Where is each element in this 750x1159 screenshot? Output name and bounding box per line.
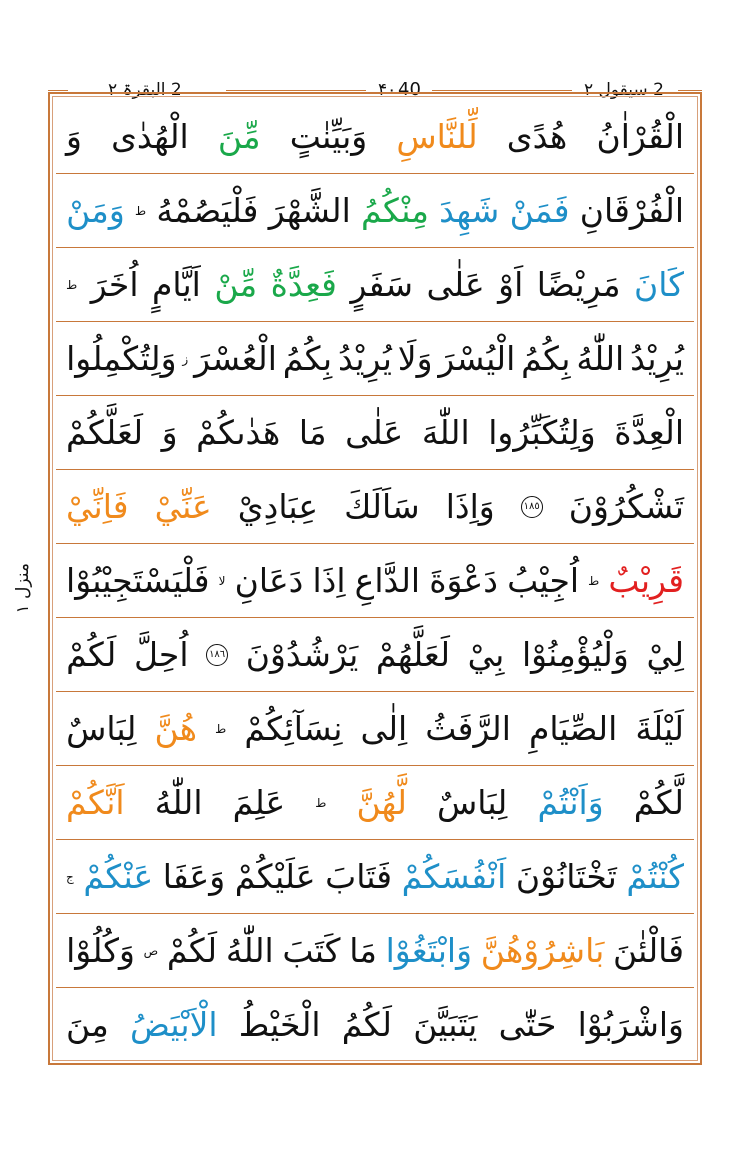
word: فَاِنِّيْ (66, 487, 129, 526)
word: مِنَ (66, 1005, 109, 1044)
word: اللّٰهُ (154, 783, 203, 822)
word: الْقُرْاٰنُ (596, 117, 684, 156)
word: وَلْيُؤْمِنُوْا (521, 635, 629, 674)
word: وَ (66, 117, 82, 156)
word: الْهُدٰى (111, 117, 189, 156)
waqf-mark: ص (143, 943, 159, 958)
word: الْعِدَّةَ (614, 413, 684, 452)
word: اُخَرَ (90, 265, 139, 304)
text-line (56, 914, 694, 987)
word: الْعُسْرَ (194, 339, 277, 378)
word: وَلِتُكْمِلُوا (66, 339, 177, 378)
word: لَعَلَّكُمْ (66, 413, 144, 452)
word: الْيُسْرَ (438, 339, 516, 378)
word: لِيْ (646, 635, 684, 674)
text-line (56, 470, 694, 543)
word: عَلٰى (426, 265, 485, 304)
word: وَلِتُكَبِّرُوا (488, 413, 596, 452)
word: مَا (298, 413, 327, 452)
word: فَلْيَصُمْهُ (156, 191, 259, 230)
header-rule (432, 90, 572, 91)
word: كَتَبَ (282, 931, 341, 970)
word: اَوْ (498, 265, 524, 304)
word: لَكُمْ (166, 931, 218, 970)
word: دَعَانِ (234, 561, 304, 600)
text-line (56, 322, 694, 395)
word: سَاَلَكَ (344, 487, 420, 526)
word: فَالْئٰنَ (613, 931, 684, 970)
text-line (56, 766, 694, 839)
waqf-mark: ط (135, 203, 147, 218)
word: يُرِيْدُ (338, 339, 392, 378)
word: فَلْيَسْتَجِيْبُوْا (66, 561, 210, 600)
word: هَدٰىكُمْ (196, 413, 281, 452)
word: وَاَنْتُمْ (537, 783, 604, 822)
word: مَرِيْضًا (536, 265, 621, 304)
word: نِسَآئِكُمْ (244, 709, 343, 748)
word: يَتَبَيَّنَ (413, 1005, 478, 1044)
waqf-mark: ز (182, 351, 189, 366)
word: لَّهُنَّ (356, 783, 407, 822)
header-rule (226, 90, 366, 91)
word: الْاَبْيَضُ (130, 1005, 218, 1044)
word: الشَّهْرَ (268, 191, 351, 230)
word: عَلٰى (345, 413, 404, 452)
text-line (56, 692, 694, 765)
text-line (56, 988, 694, 1061)
para-name: 2 سیقول ۲ (584, 80, 664, 100)
word: وَعَفَا (162, 857, 226, 896)
text-line (56, 248, 694, 321)
word: قَرِيْبٌ (608, 561, 684, 600)
word: اُحِلَّ (133, 635, 189, 674)
ayah-number: ١٨٥ (521, 496, 543, 518)
waqf-mark: لا (218, 573, 226, 588)
waqf-mark: ط (215, 721, 227, 736)
word: لَيْلَةَ (635, 709, 684, 748)
word: لَعَلَّهُمْ (375, 635, 450, 674)
word: بِيْ (467, 635, 505, 674)
word: لَّكُمْ (633, 783, 684, 822)
word: بِكُمُ (521, 339, 571, 378)
word: اَيَّامٍ (152, 265, 201, 304)
word: وَبَيِّنٰتٍ (289, 117, 368, 156)
word: عِبَادِيْ (237, 487, 319, 526)
page-number: 40 (398, 79, 421, 100)
waqf-mark: ط (66, 277, 78, 292)
word: عَنِّيْ (154, 487, 212, 526)
word: عَنْكُمْ (83, 857, 154, 896)
word: اللّٰهُ (576, 339, 625, 378)
word: مِّنْ (214, 265, 258, 304)
word: هُنَّ (154, 709, 198, 748)
word: بَاشِرُوْهُنَّ (480, 931, 605, 970)
text-line (56, 100, 694, 173)
word: لَكُمْ (66, 635, 117, 674)
word: كَانَ (634, 265, 684, 304)
word: اللّٰهُ (225, 931, 274, 970)
text-line (56, 174, 694, 247)
word: يَرْشُدُوْنَ (245, 635, 359, 674)
word: سَفَرٍ (350, 265, 414, 304)
word: دَعْوَةَ (429, 561, 498, 600)
word: بِكُمُ (282, 339, 333, 378)
word: فَتَابَ (325, 857, 392, 896)
word: مِّنَ (217, 117, 261, 156)
text-line (56, 840, 694, 913)
word: شَهِدَ (439, 191, 500, 230)
word: عَلَيْكُمْ (234, 857, 316, 896)
text-line (56, 396, 694, 469)
word: مَا (349, 931, 377, 970)
word: اِذَا (312, 561, 346, 600)
word: وَابْتَغُوْا (385, 931, 473, 970)
word: تَخْتَانُوْنَ (515, 857, 617, 896)
waqf-mark: ط (588, 573, 600, 588)
word: يُرِيْدُ (630, 339, 684, 378)
word: وَاشْرَبُوْا (577, 1005, 684, 1044)
word: لِبَاسٌ (66, 709, 137, 748)
text-line (56, 618, 694, 691)
word: لَكُمُ (341, 1005, 392, 1044)
page-number-arabic: ۴۰ (378, 80, 397, 100)
word: الصِّيَامِ (528, 709, 618, 748)
word: اُجِيْبُ (507, 561, 580, 600)
word: وَمَنْ (66, 191, 125, 230)
word: الدَّاعِ (354, 561, 421, 600)
word: الْخَيْطُ (238, 1005, 321, 1044)
manzil-text: منزل ۱ (13, 562, 33, 614)
manzil-label (8, 548, 38, 628)
word: وَاِذَا (445, 487, 495, 526)
waqf-mark: ط (315, 795, 327, 810)
word: حَتّٰى (498, 1005, 557, 1044)
word: لِّلنَّاسِ (396, 117, 478, 156)
word: الرَّفَثُ (425, 709, 511, 748)
word: مِنْكُمُ (361, 191, 429, 230)
word: هُدًى (506, 117, 568, 156)
word: اَنَّكُمْ (66, 783, 125, 822)
header-rule (678, 90, 702, 91)
word: اَنْفُسَكُمْ (401, 857, 507, 896)
word: فَمَنْ (509, 191, 570, 230)
ayah-number: ١٨٦ (206, 644, 228, 666)
header-rule (48, 90, 68, 91)
word: كُنْتُمْ (626, 857, 684, 896)
word: وَ (161, 413, 178, 452)
word: اِلٰى (360, 709, 408, 748)
word: الْفُرْقَانِ (579, 191, 684, 230)
word: لِبَاسٌ (436, 783, 508, 822)
word: فَعِدَّةٌ (270, 265, 337, 304)
word: اللّٰهَ (421, 413, 470, 452)
word: عَلِمَ (232, 783, 286, 822)
word: وَكُلُوْا (66, 931, 135, 970)
waqf-mark: ج (66, 869, 74, 884)
word: وَلَا (397, 339, 433, 378)
surah-name: 2 البقرۃ ۲ (108, 80, 182, 100)
text-line (56, 544, 694, 617)
word: تَشْكُرُوْنَ (568, 487, 684, 526)
